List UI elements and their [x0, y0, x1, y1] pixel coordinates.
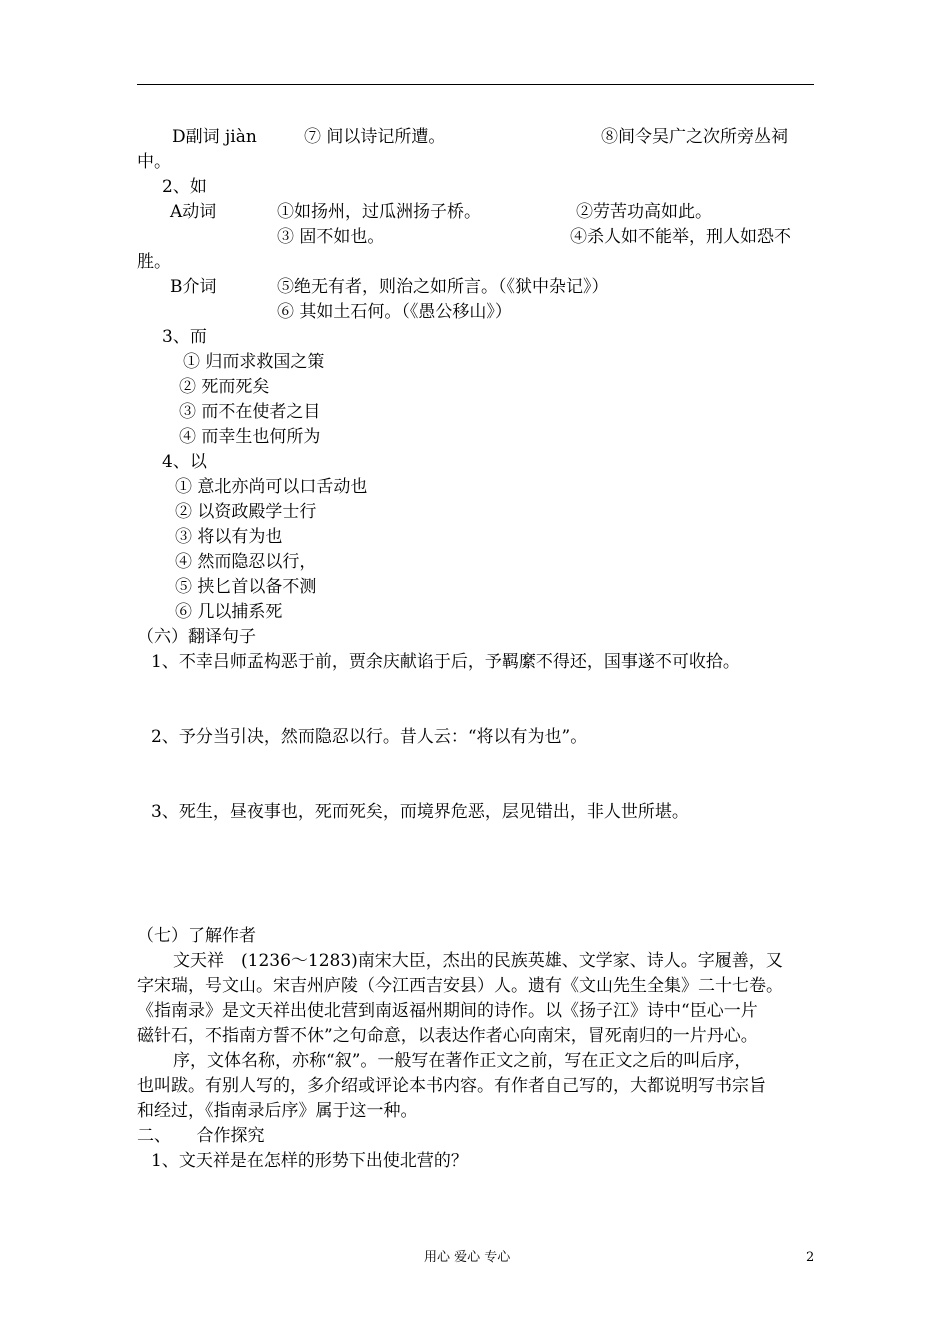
translate-item-2: 2、予分当引决，然而隐忍以行。昔人云：“将以有为也”。	[151, 727, 588, 747]
ru-example-4: ④杀人如不能举，刑人如恐不	[570, 227, 791, 247]
heading-yi: 4、以	[162, 452, 207, 472]
ru-example-4-continued: 胜。	[137, 252, 171, 272]
author-p2-line-1: 序，文体名称，亦称“叙”。一般写在著作正文之前，写在正文之后的叫后序，	[173, 1051, 752, 1071]
heading-author: （七）了解作者	[137, 926, 256, 946]
ru-example-6: ⑥ 其如土石何。（《愚公移山》）	[277, 302, 512, 322]
author-p1-line-3: 《指南录》是文天祥出使北营到南返福州期间的诗作。以《扬子江》诗中“臣心一片	[137, 1001, 758, 1021]
heading-er: 3、而	[162, 327, 207, 347]
section-d-label: D副词 jiàn	[172, 127, 257, 147]
er-item-1: ① 归而求救国之策	[183, 352, 325, 372]
heading-explore: 二、 合作探究	[137, 1126, 265, 1146]
heading-translate: （六）翻译句子	[137, 627, 256, 647]
er-item-2: ② 死而死矣	[179, 377, 270, 397]
er-item-3: ③ 而不在使者之目	[179, 402, 321, 422]
page-number: 2	[806, 1250, 815, 1265]
ru-example-5: ⑤绝无有者，则治之如所言。（《狱中杂记》）	[277, 277, 609, 297]
yi-item-5: ⑤ 挟匕首以备不测	[175, 577, 317, 597]
ru-example-2: ②劳苦功高如此。	[576, 202, 712, 222]
author-p1-line-4: 磁针石，不指南方誓不休”之句命意，以表达作者心向南宋，冒死南归的一片丹心。	[137, 1026, 758, 1046]
example-8-continued: 中。	[137, 152, 171, 172]
author-p2-line-2: 也叫跋。有别人写的，多介绍或评论本书内容。有作者自己写的，大都说明写书宗旨	[137, 1076, 766, 1096]
footer-motto: 用心 爱心 专心	[424, 1250, 511, 1265]
yi-item-6: ⑥ 几以捕系死	[175, 602, 283, 622]
ru-example-3: ③ 固不如也。	[277, 227, 385, 247]
ru-example-1: ①如扬州，过瓜洲扬子桥。	[277, 202, 481, 222]
example-8: ⑧间令吴广之次所旁丛祠	[601, 127, 788, 147]
yi-item-4: ④ 然而隐忍以行，	[175, 552, 317, 572]
translate-item-1: 1、不幸吕师孟构恶于前，贾余庆献谄于后，予羁縻不得还，国事遂不可收拾。	[151, 652, 740, 672]
explore-question-1: 1、文天祥是在怎样的形势下出使北营的？	[151, 1151, 468, 1171]
ru-prep-label: B介词	[170, 277, 217, 297]
ru-verb-label: A动词	[170, 202, 217, 222]
er-item-4: ④ 而幸生也何所为	[179, 427, 321, 447]
example-7: ⑦ 间以诗记所遭。	[304, 127, 446, 147]
yi-item-2: ② 以资政殿学士行	[175, 502, 317, 522]
header-rule	[137, 84, 814, 85]
yi-item-1: ① 意北亦尚可以口舌动也	[175, 477, 368, 497]
heading-ru: 2、如	[162, 177, 207, 197]
translate-item-3: 3、死生，昼夜事也，死而死矣，而境界危恶，层见错出，非人世所堪。	[151, 802, 689, 822]
author-p1-line-2: 字宋瑞，号文山。宋吉州庐陵（今江西吉安县）人。遗有《文山先生全集》二十七卷。	[137, 976, 783, 996]
yi-item-3: ③ 将以有为也	[175, 527, 283, 547]
author-p1-line-1: 文天祥 (1236～1283)南宋大臣，杰出的民族英雄、文学家、诗人。字履善，又	[173, 951, 783, 971]
author-p2-line-3: 和经过，《指南录后序》属于这一种。	[137, 1101, 418, 1121]
